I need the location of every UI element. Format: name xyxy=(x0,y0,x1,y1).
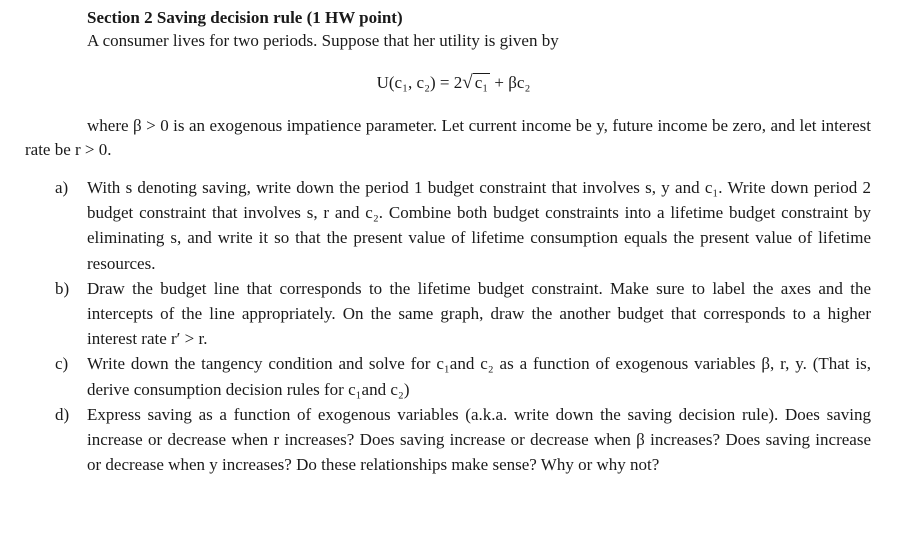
equation-radicand: c₁ xyxy=(474,73,489,92)
question-item-c xyxy=(55,351,871,401)
question-label: b) xyxy=(55,278,70,298)
question-item-d xyxy=(55,402,871,478)
utility-equation xyxy=(0,72,907,94)
question-text: With s denoting saving, write down the period 1 budget constraint that involves s, y and c₁. Write down period 2 budget constraint that involves s, r and c₂. Combine both budget constraints into a lifetime budget constraint by eliminating s, and write it so that the present value of lifetime consumption equals the present value of lifetime resources. xyxy=(87,178,871,273)
section-heading: Section 2 Saving decision rule (1 HW point) xyxy=(87,8,403,27)
question-list xyxy=(55,175,871,477)
intro-text: A consumer lives for two periods. Suppose that her utility is given by xyxy=(87,31,559,50)
question-label: a) xyxy=(55,178,69,197)
square-root-sign: √ xyxy=(462,72,473,93)
question-item-b xyxy=(55,276,871,352)
question-text: Express saving as a function of exogenous variables (a.k.a. write down the saving decision rule). Does saving increase or decrease when r increases? Does saving increase or decrease when β increases? Does saving increase or decrease when y increases? Do these relationships make sense? Why or why not? xyxy=(87,404,871,475)
question-label: c) xyxy=(55,354,69,374)
where-paragraph: where β > 0 is an exogenous impatience parameter. Let current income be y, future income be zero, and let interest rate be r > 0. xyxy=(25,116,871,159)
equation-lhs: U(c₁, c₂) = 2 xyxy=(376,73,463,92)
question-label: d) xyxy=(55,404,70,424)
equation-rhs: + βc₂ xyxy=(490,73,531,92)
question-text: Draw the budget line that corresponds to the lifetime budget constraint. Make sure to label the axes and the intercepts of the line appropriately. On the same graph, draw the another budget that corresponds to a higher interest rate r′ > r. xyxy=(87,278,871,349)
question-text: Write down the tangency condition and solve for c₁and c₂ as a function of exogenous variables β, r, y. (That is, derive consumption decision rules for c₁and c₂) xyxy=(87,354,871,399)
question-item-a xyxy=(55,175,871,276)
